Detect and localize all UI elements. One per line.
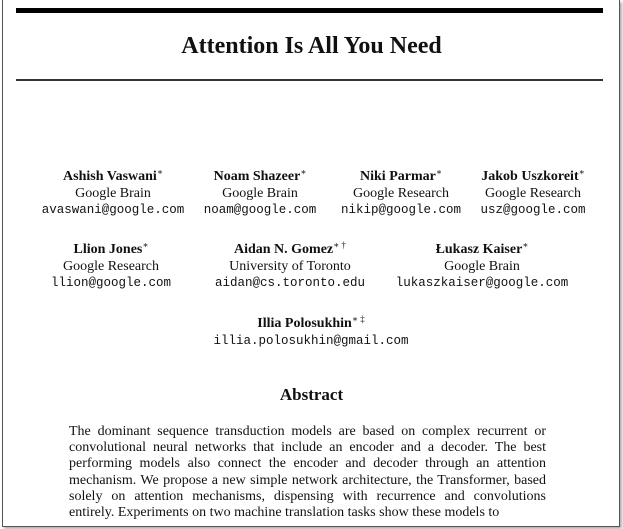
author-affiliation: Google Brain bbox=[75, 185, 151, 201]
author-affiliation: Google Research bbox=[484, 185, 582, 201]
title-top-rule bbox=[16, 8, 603, 13]
author-marks: ∗ bbox=[522, 240, 529, 250]
author-name: Illia Polosukhin bbox=[257, 316, 352, 331]
author-email: illia.polosukhin@gmail.com bbox=[213, 333, 409, 348]
author-email: lukaszkaiser@google.com bbox=[395, 276, 569, 290]
author-marks: ∗ † bbox=[333, 240, 347, 250]
author-name: Ashish Vaswani bbox=[63, 169, 157, 184]
author-marks: ∗ bbox=[142, 240, 149, 250]
author-marks: ∗ bbox=[435, 167, 442, 177]
author-block bbox=[362, 237, 602, 292]
author-affiliation: Google Research bbox=[352, 185, 450, 201]
author-name: Noam Shazeer bbox=[213, 169, 301, 184]
abstract-heading: Abstract bbox=[279, 385, 344, 404]
author-marks: ∗ bbox=[156, 167, 163, 177]
author-marks: ∗ bbox=[300, 167, 307, 177]
paper-title: Attention Is All You Need bbox=[181, 33, 442, 59]
abstract-text: The dominant sequence transduction models are based on complex recurrent or convolutional neural networks that include an encoder and a decoder. The best performing models also connect the encoder and decoder through an attention mechanism. We propose a new simple network architecture, the Transformer, based solely on attention mechanisms, dispensing with recurrence and convolutions entirely. Experiments on two machine translation tasks show these models to bbox=[69, 424, 546, 521]
author-email: avaswani@google.com bbox=[41, 203, 185, 217]
title-bottom-rule bbox=[16, 79, 603, 81]
author-affiliation: Google Brain bbox=[222, 185, 298, 201]
author-email: llion@google.com bbox=[50, 276, 172, 290]
author-marks: ∗ ‡ bbox=[351, 314, 365, 324]
author-affiliation: Google Research bbox=[62, 258, 160, 274]
author-email: nikip@google.com bbox=[340, 203, 462, 217]
author-email: noam@google.com bbox=[203, 203, 317, 217]
author-name: Jakob Uszkoreit bbox=[481, 169, 579, 184]
author-email: aidan@cs.toronto.edu bbox=[214, 276, 366, 290]
author-block bbox=[191, 311, 431, 349]
author-affiliation: Google Brain bbox=[444, 258, 520, 274]
author-name: Niki Parmar bbox=[360, 169, 436, 184]
author-marks: ∗ bbox=[578, 167, 585, 177]
author-block bbox=[413, 164, 623, 219]
author-name: Llion Jones bbox=[73, 242, 143, 257]
author-name: Łukasz Kaiser bbox=[435, 242, 523, 257]
author-name: Aidan N. Gomez bbox=[233, 242, 334, 257]
author-affiliation: University of Toronto bbox=[229, 258, 351, 274]
author-email: usz@google.com bbox=[480, 203, 586, 217]
